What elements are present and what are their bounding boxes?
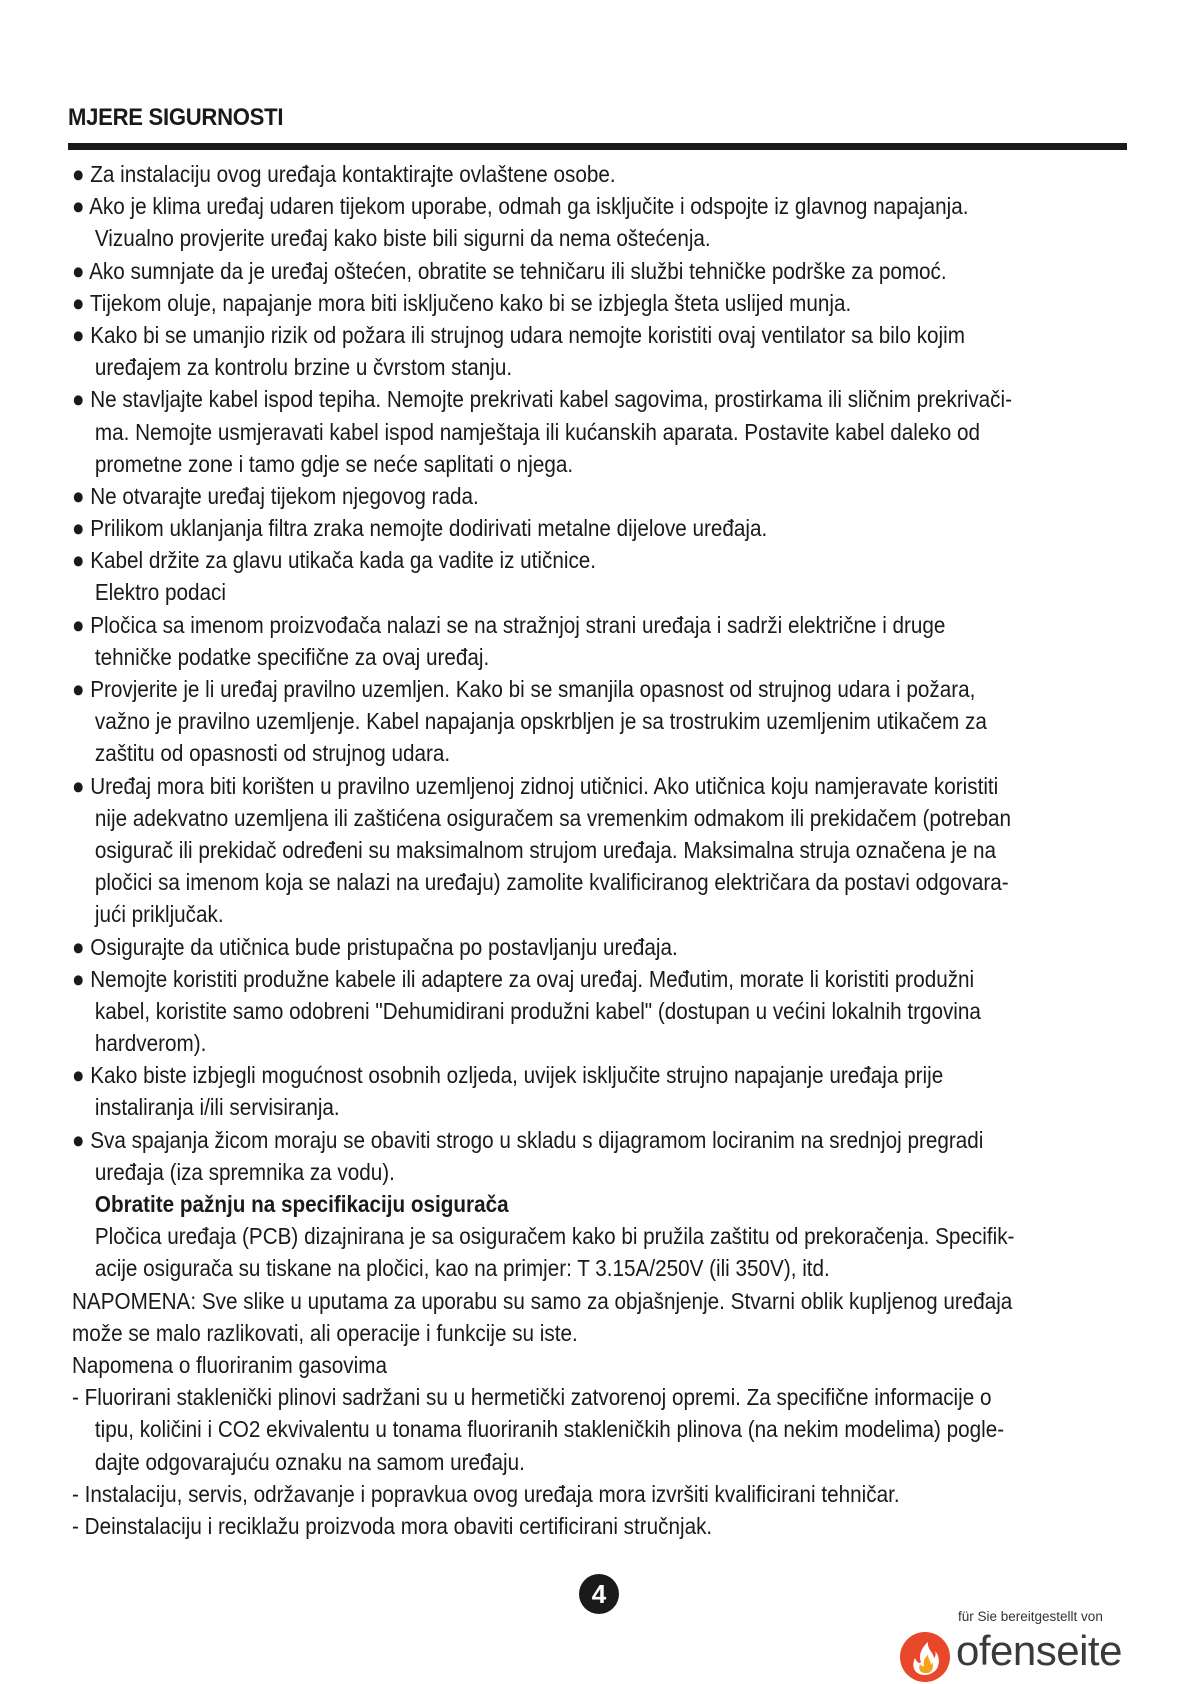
text-line: ma. Nemojte usmjeravati kabel ispod namještaja ili kućanskih aparata. Postavite kabel daleko od [94,418,980,445]
text-line: instaliranja i/ili servisiranja. [94,1094,340,1121]
text-line: može se malo razlikovati, ali operacije i funkcije su iste. [72,1319,578,1346]
text-line: zaštitu od opasnosti od strujnog udara. [94,740,451,767]
text-line: tehničke podatke specifične za ovaj uređaj. [94,643,490,670]
text-line: ● Pločica sa imenom proizvođača nalazi se na stražnjoj strani uređaja i sadrži električne i druge [72,611,946,638]
text-line: acije osigurača su tiskane na pločici, kao na primjer: T 3.15A/250V (ili 350V), itd. [94,1255,830,1282]
text-line: kabel, koristite samo odobreni "Dehumidirani produžni kabel" (dostupan u većini lokalnih trgovina [94,997,981,1024]
text-line: - Fluorirani staklenički plinovi sadržani su u hermetički zatvorenoj opremi. Za specifične informacije o [72,1384,992,1411]
text-line: ● Nemojte koristiti produžne kabele ili adaptere za ovaj uređaj. Međutim, morate li koristiti produžni [72,965,975,992]
text-line: ● Kabel držite za glavu utikača kada ga vadite iz utičnice. [72,547,597,574]
text-line: pločici sa imenom koja se nalazi na uređaju) zamolite kvalificiranog električara da postavi odgovara- [94,869,1009,896]
flame-logo-icon [898,1629,954,1683]
text-line: tipu, količini i CO2 ekvivalentu u tonama fluoriranih stakleničkih plinova (na nekim modelima) pogle- [94,1416,1005,1443]
page-title: MJERE SIGURNOSTI [68,104,284,131]
text-line: hardverom). [94,1030,207,1057]
text-line: - Instalaciju, servis, održavanje i popravkua ovog uređaja mora izvršiti kvalificirani tehničar. [72,1480,900,1507]
title-divider [68,143,1127,150]
text-line: prometne zone i tamo gdje se neće saplitati o njega. [94,450,574,477]
page-number-badge: 4 [579,1574,619,1614]
text-line: ● Uređaj mora biti korišten u pravilno uzemljenoj zidnoj utičnici. Ako utičnica koju namjeravate koristiti [72,772,999,799]
text-line: uređajem za kontrolu brzine u čvrstom stanju. [94,354,513,381]
text-line: Napomena o fluoriranim gasovima [72,1351,387,1378]
section-subheading: Obratite pažnju na specifikaciju osigurača [94,1191,509,1217]
text-line: ● Ne otvarajte uređaj tijekom njegovog rada. [72,482,479,509]
text-line: ● Prilikom uklanjanja filtra zraka nemojte dodirivati metalne dijelove uređaja. [72,515,768,542]
brand-logo[interactable] [898,1629,1138,1683]
text-line: Vizualno provjerite uređaj kako biste bili sigurni da nema oštećenja. [94,225,711,252]
text-line: važno je pravilno uzemljenje. Kabel napajanja opskrbljen je sa trostrukim uzemljenim utikačem za [94,708,987,735]
text-line: - Deinstalaciju i reciklažu proizvoda mora obaviti certificirani stručnjak. [72,1512,713,1539]
text-line: ● Kako bi se umanjio rizik od požara ili strujnog udara nemojte koristiti ovaj ventilator sa bilo kojim [72,321,965,348]
brand-name: ofenseite [956,1627,1122,1674]
text-line: ● Osigurajte da utičnica bude pristupačna po postavljanju uređaja. [72,933,678,960]
provided-by-label: für Sie bereitgestellt von [958,1609,1103,1624]
text-line: ● Ne stavljajte kabel ispod tepiha. Nemojte prekrivati kabel sagovima, prostirkama ili sličnim prekrivači- [72,386,1013,413]
text-line: ● Za instalaciju ovog uređaja kontaktirajte ovlaštene osobe. [72,161,616,187]
text-line: NAPOMENA: Sve slike u uputama za uporabu su samo za objašnjenje. Stvarni oblik kupljenog uređaja [72,1287,1013,1314]
text-line: ● Ako je klima uređaj udaren tijekom uporabe, odmah ga isključite i odspojte iz glavnog napajanja. [72,193,969,220]
text-line: uređaja (iza spremnika za vodu). [94,1158,395,1185]
text-line: nije adekvatno uzemljena ili zaštićena osiguračem sa vremenkim odmakom ili prekidačem (potreban [94,804,1011,831]
text-line: ● Tijekom oluje, napajanje mora biti isključeno kako bi se izbjegla šteta uslijed munja. [72,289,852,316]
text-line: Pločica uređaja (PCB) dizajnirana je sa osiguračem kako bi pružila zaštitu od prekoračenja. Specifik- [94,1223,1015,1250]
text-line: Elektro podaci [94,579,226,606]
text-line: ● Provjerite je li uređaj pravilno uzemljen. Kako bi se smanjila opasnost od strujnog udara i požara, [72,676,976,702]
text-line: dajte odgovarajuću oznaku na samom uređaju. [94,1448,525,1475]
text-line: ● Sva spajanja žicom moraju se obaviti strogo u skladu s dijagramom lociranim na srednjoj pregradi [72,1126,984,1153]
text-line: ● Kako biste izbjegli mogućnost osobnih ozljeda, uvijek isključite strujno napajanje uređaja prije [72,1062,944,1089]
text-line: jući priključak. [94,901,224,928]
text-line: osigurač ili prekidač određeni su maksimalnom strujom uređaja. Maksimalna struja označena je na [94,836,997,863]
text-line: ● Ako sumnjate da je uređaj oštećen, obratite se tehničaru ili službi tehničke podrške za pomoć. [72,257,947,284]
safety-text-body [72,158,1162,1542]
